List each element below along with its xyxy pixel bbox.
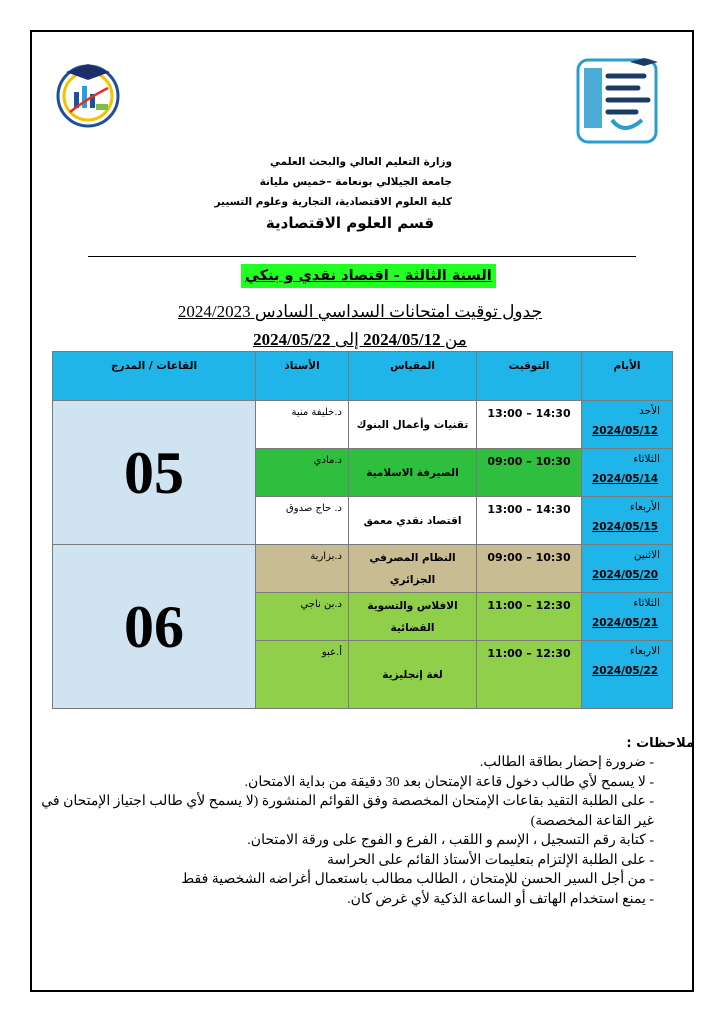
hall-cell	[53, 401, 256, 545]
table-row	[53, 545, 673, 593]
divider	[88, 256, 636, 257]
row-time: 09:00 – 10:30	[477, 449, 582, 497]
row-time: 13:00 – 14:30	[477, 401, 582, 449]
note-item: - من أجل السير الحسن للإمتحان ، الطالب مطالب باستعمال أغراضه الشخصية فقط	[181, 872, 654, 887]
header-subject: المقياس	[349, 352, 477, 401]
header-professor: الأستاذ	[256, 352, 349, 401]
note-item: - على الطلبة الإلتزام بتعليمات الأستاذ القائم على الحراسة	[327, 852, 654, 868]
hall-cell	[53, 545, 256, 709]
hall-number: 06	[124, 593, 184, 660]
row-professor: د.خليفة منية	[256, 401, 349, 449]
notes-section	[41, 736, 694, 909]
faculty-logo-icon	[52, 58, 124, 130]
note-item: - يمنع استخدام الهاتف أو الساعة الذكية لأي غرض كان.	[347, 891, 654, 907]
year-title: السنة الثالثة - اقتصاد نقدي و بنكي	[241, 264, 496, 288]
row-day: الأحد 2024/05/12	[582, 401, 673, 449]
note-item: - ضرورة إحضار بطاقة الطالب.	[479, 755, 654, 770]
row-day: الثلاثاء 2024/05/14	[582, 449, 673, 497]
row-professor: د.مادي	[256, 449, 349, 497]
range-from-date: 2024/05/12	[363, 330, 441, 349]
row-subject: الصيرفة الاسلامية	[349, 449, 477, 497]
row-day: الاثنين 2024/05/20	[582, 545, 673, 593]
row-subject: اقتصاد نقدي معمق	[349, 497, 477, 545]
row-day: الأربعاء 2024/05/15	[582, 497, 673, 545]
range-from-label: من	[440, 330, 467, 349]
row-professor: د.بن ناجي	[256, 593, 349, 641]
university-logo-icon	[574, 56, 660, 146]
note-item: - على الطلبة التقيد بقاعات الإمتحان المخصصة وفق القوائم المنشورة (لا يسمح لأي طالب اجتياز الإمتحان في غير القاعة المخصصة)	[41, 794, 654, 829]
row-professor: د.بزارية	[256, 545, 349, 593]
row-subject: لغة إنجليزية	[349, 641, 477, 709]
range-to-date: 2024/05/22	[253, 330, 331, 349]
row-day: الثلاثاء 2024/05/21	[582, 593, 673, 641]
department-name: قسم العلوم الاقتصادية	[265, 214, 435, 232]
header-hall: القاعات / المدرج	[53, 352, 256, 401]
hall-number: 05	[124, 439, 184, 506]
row-time: 11:00 – 12:30	[477, 641, 582, 709]
notes-title: ملاحظات :	[626, 736, 694, 751]
row-professor: أ.عبو	[256, 641, 349, 709]
exam-schedule-table	[52, 351, 673, 709]
row-subject: تقنيات وأعمال البنوك	[349, 401, 477, 449]
header-day: الأيام	[582, 352, 673, 401]
row-time: 11:00 – 12:30	[477, 593, 582, 641]
schedule-title: جدول توقيت امتحانات السداسي السادس 2024/2023	[177, 302, 543, 321]
row-time: 09:00 – 10:30	[477, 545, 582, 593]
row-day: الاربعاء 2024/05/22	[582, 641, 673, 709]
university-name: جامعة الجيلالي بونعامة –خميس مليانة	[259, 176, 452, 188]
row-subject: النظام المصرفي الجزائري	[349, 545, 477, 593]
header-time: التوقيت	[477, 352, 582, 401]
row-professor: د. حاج صدوق	[256, 497, 349, 545]
note-item: - كتابة رقم التسجيل ، الإسم و اللقب ، الفرع و الفوج على ورقة الامتحان.	[247, 833, 654, 848]
row-time: 13:00 – 14:30	[477, 497, 582, 545]
table-row	[53, 401, 673, 449]
institution-header	[214, 152, 452, 212]
faculty-name: كلية العلوم الاقتصادية، التجارية وعلوم التسيير	[214, 196, 452, 208]
schedule-range	[140, 330, 580, 350]
table-header-row	[53, 352, 673, 401]
row-subject: الافلاس والتسوية القضائية	[349, 593, 477, 641]
range-to-label: إلى	[330, 330, 364, 349]
ministry-name: وزارة التعليم العالي والبحث العلمي	[269, 156, 452, 168]
note-item: - لا يسمح لأي طالب دخول قاعة الإمتحان بعد 30 دقيقة من بداية الامتحان.	[244, 774, 654, 790]
